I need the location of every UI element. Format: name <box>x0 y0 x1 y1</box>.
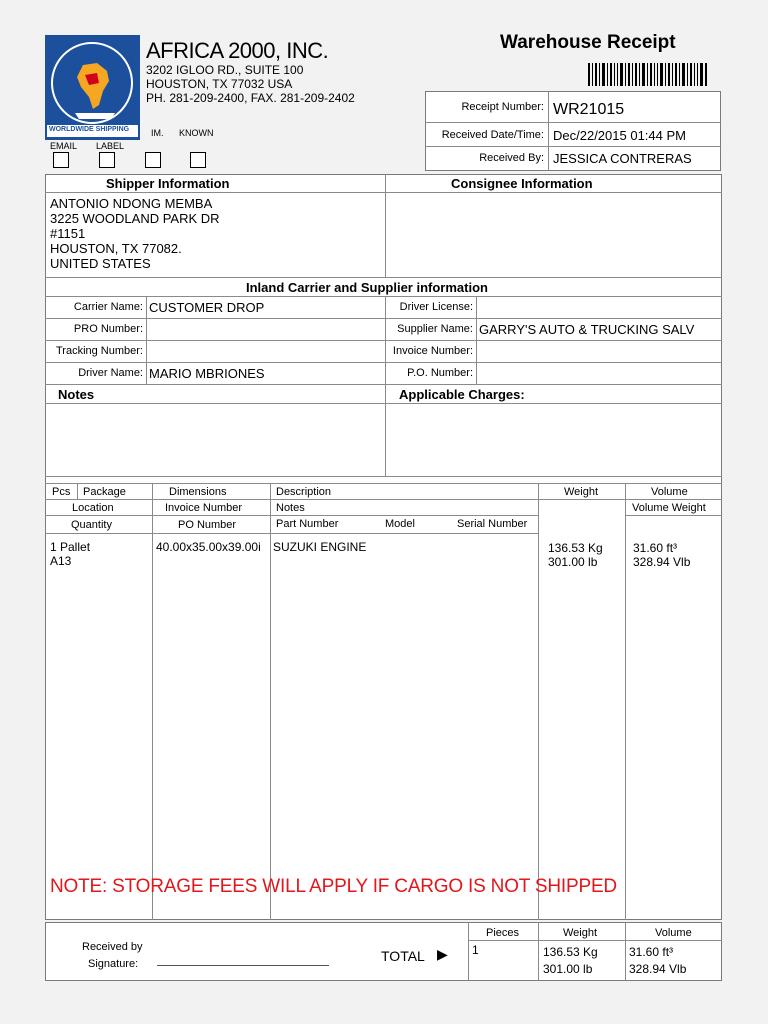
label-checkbox[interactable] <box>99 152 115 168</box>
col-quantity: Quantity <box>71 519 112 531</box>
invoice-number-label: Invoice Number: <box>392 345 473 357</box>
footer-pieces-label: Pieces <box>486 927 520 939</box>
received-by-footer-label: Received by <box>82 941 143 953</box>
signature-line <box>157 965 329 966</box>
carrier-name-value: CUSTOMER DROP <box>149 300 265 315</box>
col-weight: Weight <box>564 486 599 498</box>
col-part-number: Part Number <box>276 518 339 530</box>
driver-name-label: Driver Name: <box>78 367 143 379</box>
col-location: Location <box>72 502 114 514</box>
notes-title: Notes <box>58 387 95 402</box>
col-invoice-number: Invoice Number <box>165 502 243 514</box>
item-location: A13 <box>50 554 72 568</box>
footer-weight-lb: 301.00 lb <box>543 962 593 976</box>
item-volume-vlb: 328.94 Vlb <box>633 555 691 569</box>
barcode-icon <box>588 63 708 86</box>
driver-name-value: MARIO MBRIONES <box>149 366 265 381</box>
receipt-number-label: Receipt Number: <box>461 101 544 113</box>
barcode <box>588 63 708 86</box>
shipper-line-1: ANTONIO NDONG MEMBA <box>50 196 213 211</box>
company-name: AFRICA 2000, INC. <box>146 38 329 63</box>
checkbox-label-email: EMAIL <box>50 141 78 151</box>
item-volume-ft: 31.60 ft³ <box>633 541 678 555</box>
footer-pieces-value: 1 <box>472 943 479 957</box>
shipper-section-title: Shipper Information <box>106 176 230 191</box>
col-description: Description <box>276 486 332 498</box>
africa-logo-icon <box>45 35 140 140</box>
driver-license-label: Driver License: <box>399 301 473 313</box>
checkbox-label-known: KNOWN <box>179 128 214 138</box>
footer-volume-ft: 31.60 ft³ <box>629 945 674 959</box>
tracking-number-label: Tracking Number: <box>55 345 143 357</box>
document-title: Warehouse Receipt <box>500 32 676 53</box>
col-volume-weight: Volume Weight <box>632 502 706 514</box>
signature-label: Signature: <box>88 958 139 970</box>
item-description: SUZUKI ENGINE <box>273 540 367 554</box>
received-by-label: Received By: <box>479 152 544 164</box>
po-number-label: P.O. Number: <box>407 367 473 379</box>
total-label: TOTAL <box>381 948 425 964</box>
col-model: Model <box>385 518 415 530</box>
shipper-line-3: #1151 <box>50 226 86 241</box>
inland-section-title: Inland Carrier and Supplier information <box>246 280 488 295</box>
checkbox-label-im: IM. <box>151 128 164 138</box>
col-po-number: PO Number <box>178 519 237 531</box>
col-package: Package <box>83 486 126 498</box>
item-pcs-package: 1 Pallet <box>50 540 91 554</box>
footer-volume-label: Volume <box>655 927 692 939</box>
email-checkbox[interactable] <box>53 152 69 168</box>
item-weight-kg: 136.53 Kg <box>548 541 603 555</box>
col-serial-number: Serial Number <box>457 518 528 530</box>
applicable-charges-title: Applicable Charges: <box>399 387 525 402</box>
shipper-line-4: HOUSTON, TX 77082. <box>50 241 182 256</box>
known-checkbox[interactable] <box>190 152 206 168</box>
logo-banner: WORLDWIDE SHIPPING <box>49 126 130 133</box>
storage-fees-note: NOTE: STORAGE FEES WILL APPLY IF CARGO IS NOT SHIPPED <box>50 876 617 897</box>
item-dimensions: 40.00x35.00x39.00i <box>156 540 261 554</box>
footer-weight-label: Weight <box>563 927 598 939</box>
consignee-section-title: Consignee Information <box>451 176 593 191</box>
company-address-line2: HOUSTON, TX 77032 USA <box>146 77 293 91</box>
shipper-line-5: UNITED STATES <box>50 256 151 271</box>
received-date: Dec/22/2015 01:44 PM <box>553 128 686 143</box>
item-weight-lb: 301.00 lb <box>548 555 598 569</box>
company-address-line1: 3202 IGLOO RD., SUITE 100 <box>146 63 304 77</box>
pro-number-label: PRO Number: <box>73 323 143 335</box>
footer-weight-kg: 136.53 Kg <box>543 945 598 959</box>
col-pcs: Pcs <box>52 486 71 498</box>
col-notes: Notes <box>276 502 305 514</box>
company-phone: PH. 281-209-2400, FAX. 281-209-2402 <box>146 91 355 105</box>
received-date-label: Received Date/Time: <box>441 129 544 141</box>
col-volume: Volume <box>651 486 688 498</box>
received-by: JESSICA CONTRERAS <box>553 151 692 166</box>
carrier-name-label: Carrier Name: <box>73 301 143 313</box>
supplier-name-value: GARRY'S AUTO & TRUCKING SALV <box>479 322 695 337</box>
im-checkbox[interactable] <box>145 152 161 168</box>
company-logo <box>45 35 140 140</box>
total-arrow-icon: ▶ <box>437 946 448 962</box>
supplier-name-label: Supplier Name: <box>397 323 473 335</box>
checkbox-label-label: LABEL <box>96 141 125 151</box>
col-dimensions: Dimensions <box>169 486 227 498</box>
receipt-number: WR21015 <box>553 101 625 118</box>
footer-volume-vlb: 328.94 Vlb <box>629 962 687 976</box>
shipper-line-2: 3225 WOODLAND PARK DR <box>50 211 220 226</box>
